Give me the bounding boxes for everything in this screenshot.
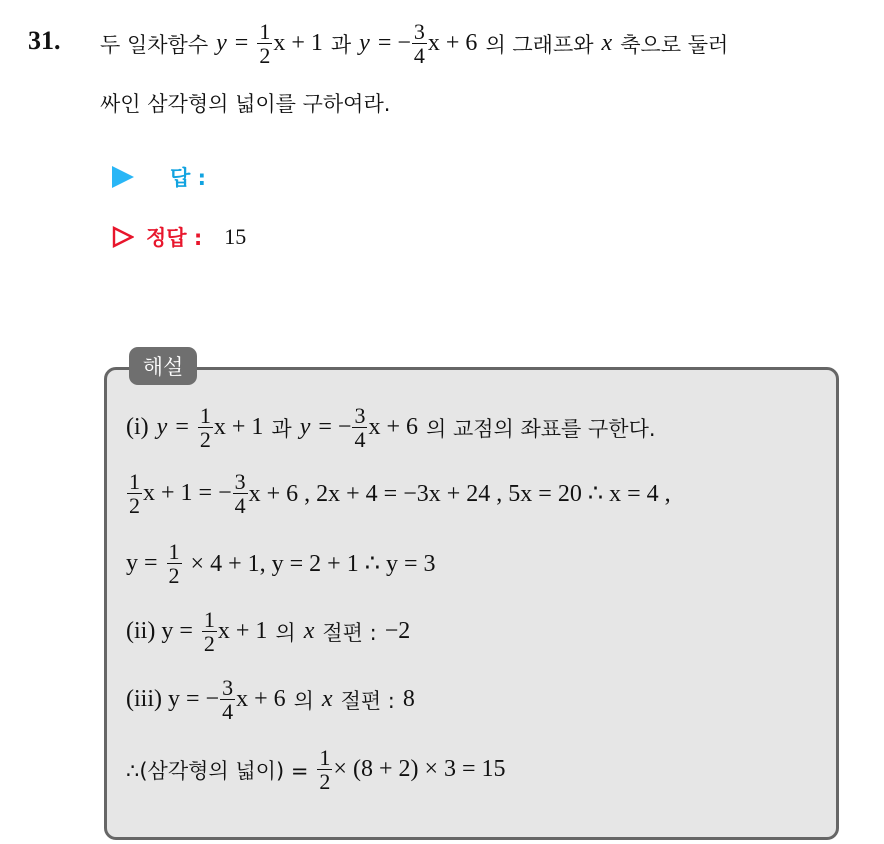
fraction-numerator: 1 bbox=[129, 469, 140, 494]
answer-row bbox=[112, 162, 206, 192]
func1-rest: x + 1 bbox=[273, 30, 323, 57]
fraction-denominator: 2 bbox=[129, 493, 140, 519]
x-variable: x bbox=[303, 618, 315, 645]
fraction bbox=[317, 746, 332, 793]
fraction-numerator: 3 bbox=[413, 19, 425, 44]
explanation-text: 의 bbox=[275, 620, 296, 645]
explanation-line-5 bbox=[126, 676, 415, 723]
equation-text: x + 6 , 2x + 4 = −3x + 24 , 5x = 20 ∴ x = 4 , bbox=[248, 481, 671, 508]
equation-text: × 4 + 1, y = 2 + 1 ∴ y = 3 bbox=[190, 551, 436, 578]
correct-answer-label: 정답 : bbox=[146, 226, 203, 250]
correct-answer-row bbox=[112, 222, 246, 252]
equation-text: (iii) y = − bbox=[126, 686, 220, 713]
fraction-numerator: 3 bbox=[354, 403, 366, 428]
explanation-line-2 bbox=[126, 470, 671, 517]
explanation-line-6 bbox=[126, 746, 506, 793]
step-label: (i) bbox=[126, 414, 149, 441]
correct-answer-value: 15 bbox=[224, 224, 247, 249]
fraction-denominator: 2 bbox=[259, 43, 271, 69]
equation-text: x + 1 = − bbox=[143, 480, 232, 507]
func2-rest: x + 6 bbox=[368, 414, 418, 441]
func1-y: y bbox=[216, 30, 227, 57]
equation-text: x + 1 bbox=[217, 618, 268, 645]
question-number: 31. bbox=[28, 26, 61, 55]
func2-equals: = − bbox=[377, 30, 411, 57]
func2-rest: x + 6 bbox=[427, 30, 478, 57]
fraction-denominator: 4 bbox=[354, 427, 366, 453]
fraction bbox=[233, 470, 248, 517]
question-text: 의 그래프와 bbox=[485, 32, 594, 57]
fraction-denominator: 2 bbox=[199, 427, 211, 453]
explanation-line-3 bbox=[126, 540, 436, 587]
question-line-1 bbox=[100, 20, 728, 67]
equation-text: (ii) y = bbox=[126, 618, 193, 645]
intercept-value: −2 bbox=[384, 618, 411, 645]
fraction-denominator: 4 bbox=[222, 699, 234, 725]
fraction-denominator: 2 bbox=[203, 631, 215, 657]
question-line-2: 싸인 삼각형의 넓이를 구하여라. bbox=[100, 92, 391, 116]
func2-y: y bbox=[299, 414, 311, 441]
x-variable: x bbox=[601, 30, 613, 57]
x-variable: x bbox=[321, 686, 333, 713]
func2-y: y bbox=[359, 30, 370, 57]
outline-triangle-icon bbox=[112, 226, 134, 248]
func1-fraction bbox=[257, 20, 272, 67]
equation-text: × (8 + 2) × 3 = 15 bbox=[333, 756, 506, 783]
explanation-line-1 bbox=[126, 404, 656, 451]
fraction-numerator: 1 bbox=[203, 607, 215, 632]
fraction bbox=[220, 676, 235, 723]
func1-rest: x + 1 bbox=[213, 414, 264, 441]
fraction bbox=[202, 608, 217, 655]
intercept-value: 8 bbox=[402, 686, 415, 713]
func2-fraction bbox=[352, 404, 367, 451]
fraction-denominator: 2 bbox=[168, 563, 180, 589]
question-text: 두 일차함수 bbox=[100, 32, 209, 57]
answer-label: 답 : bbox=[170, 166, 206, 190]
explanation-text: ∴(삼각형의 넓이) = bbox=[126, 758, 309, 783]
play-triangle-icon bbox=[112, 166, 134, 188]
func1-y: y bbox=[156, 414, 168, 441]
fraction-numerator: 1 bbox=[168, 539, 180, 564]
func1-fraction bbox=[198, 404, 213, 451]
explanation-line-4 bbox=[126, 608, 410, 655]
func2-fraction bbox=[412, 20, 427, 67]
fraction-numerator: 1 bbox=[259, 19, 271, 44]
fraction-numerator: 1 bbox=[319, 745, 331, 770]
explanation-text: 절편 : bbox=[340, 688, 395, 713]
conjunction: 과 bbox=[330, 32, 352, 57]
func1-equals: = bbox=[234, 30, 249, 57]
equation-text: y = bbox=[126, 550, 158, 577]
fraction bbox=[167, 540, 182, 587]
question-text: 축으로 둘러 bbox=[620, 32, 729, 57]
conjunction: 과 bbox=[271, 416, 292, 441]
explanation-tab: 해설 bbox=[129, 347, 197, 385]
fraction bbox=[127, 470, 142, 517]
func2-equals: = − bbox=[318, 414, 352, 441]
fraction-numerator: 1 bbox=[199, 403, 211, 428]
fraction-numerator: 3 bbox=[234, 469, 246, 494]
fraction-denominator: 4 bbox=[413, 43, 425, 69]
equation-text: x + 6 bbox=[236, 686, 286, 713]
fraction-denominator: 4 bbox=[234, 493, 246, 519]
func1-equals: = bbox=[175, 414, 189, 441]
fraction-numerator: 3 bbox=[222, 675, 234, 700]
explanation-text: 의 bbox=[293, 688, 314, 713]
explanation-text: 의 교점의 좌표를 구한다. bbox=[425, 416, 656, 441]
fraction-denominator: 2 bbox=[319, 769, 331, 795]
explanation-text: 절편 : bbox=[322, 620, 377, 645]
